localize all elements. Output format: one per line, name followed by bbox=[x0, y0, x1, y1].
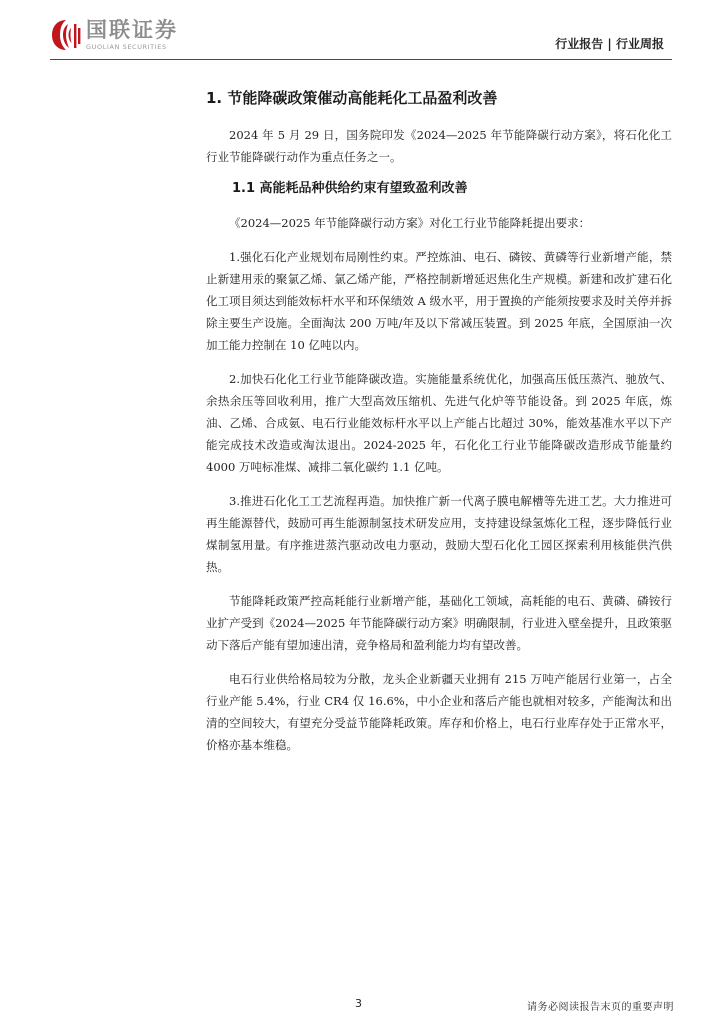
report-type-label: 行业报告 | 行业周报 bbox=[555, 37, 664, 51]
logo-cn-text: 国联证券 bbox=[86, 18, 178, 42]
company-logo bbox=[50, 18, 220, 52]
requirements-paragraph: 《2024—2025 年节能降碳行动方案》对化工行业节能降耗提出要求： bbox=[229, 216, 591, 230]
paragraph-4: 节能降耗政策严控高耗能行业新增产能，基础化工领域，高耗能的电石、黄磷、磷铵行业扩产受到《2024—2025 年节能降碳行动方案》明确限制，行业进入壁垒提升，且政策驱动下落后产能有望加速出清，竞争格局和盈利能力均有望改善。 bbox=[206, 594, 672, 652]
paragraph-2: 2.加快石化化工行业节能降碳改造。实施能量系统优化，加强高压低压蒸汽、驰放气、余热余压等回收利用，推广大型高效压缩机、先进气化炉等节能设备。到 2025 年底，炼油、乙烯、合成氨、电石行业能效标杆水平以上产能占比超过 30%，能效基准水平以下产能完成技术改造或淘汰退出。2024-2025 年，石化化工行业节能降碳改造形成节能量约 4000 万吨标准煤、减排二氧化碳约 1.1 亿吨。 bbox=[206, 372, 672, 474]
paragraph-3: 3.推进石化化工工艺流程再造。加快推广新一代离子膜电解槽等先进工艺。大力推进可再生能源替代，鼓励可再生能源制氢技术研发应用，支持建设绿氢炼化工程，逐步降低行业煤制氢用量。有序推进蒸汽驱动改电力驱动，鼓励大型石化化工园区探索利用核能供汽供热。 bbox=[206, 494, 672, 574]
logo-en-text: GUOLIAN SECURITIES bbox=[86, 43, 167, 51]
footer-disclaimer: 请务必阅读报告末页的重要声明 bbox=[527, 1002, 674, 1013]
section-heading: 1. 节能降碳政策催动高能耗化工品盈利改善 bbox=[206, 89, 498, 107]
paragraph-5: 电石行业供给格局较为分散，龙头企业新疆天业拥有 215 万吨产能居行业第一，占全行业产能 5.4%，行业 CR4 仅 16.6%，中小企业和落后产能也就相对较多，产能淘汰和出清的空间较大，有望充分受益节能降耗政策。库存和价格上，电石行业库存处于正常水平，价格亦基本维稳。 bbox=[206, 672, 672, 752]
main-content bbox=[206, 88, 672, 768]
paragraph-1: 1.强化石化产业规划布局刚性约束。严控炼油、电石、磷铵、黄磷等行业新增产能，禁止新建用汞的聚氯乙烯、氯乙烯产能，严格控制新增延迟焦化生产规模。新建和改扩建石化化工项目须达到能效标杆水平和环保绩效 A 级水平，用于置换的产能须按要求及时关停并拆除主要生产设施。全面淘汰 200 万吨/年及以下常减压装置。到 2025 年底，全国原油一次加工能力控制在 10 亿吨以内。 bbox=[206, 250, 672, 352]
page-header bbox=[0, 0, 724, 62]
intro-paragraph: 2024 年 5 月 29 日，国务院印发《2024—2025 年节能降碳行动方案》，将石化化工行业节能降碳行动作为重点任务之一。 bbox=[206, 128, 672, 164]
page-number: 3 bbox=[355, 997, 362, 1010]
subsection-heading: 1.1 高能耗品种供给约束有望致盈利改善 bbox=[232, 181, 468, 196]
logo-mark-icon bbox=[50, 18, 82, 52]
header-divider bbox=[50, 59, 672, 60]
